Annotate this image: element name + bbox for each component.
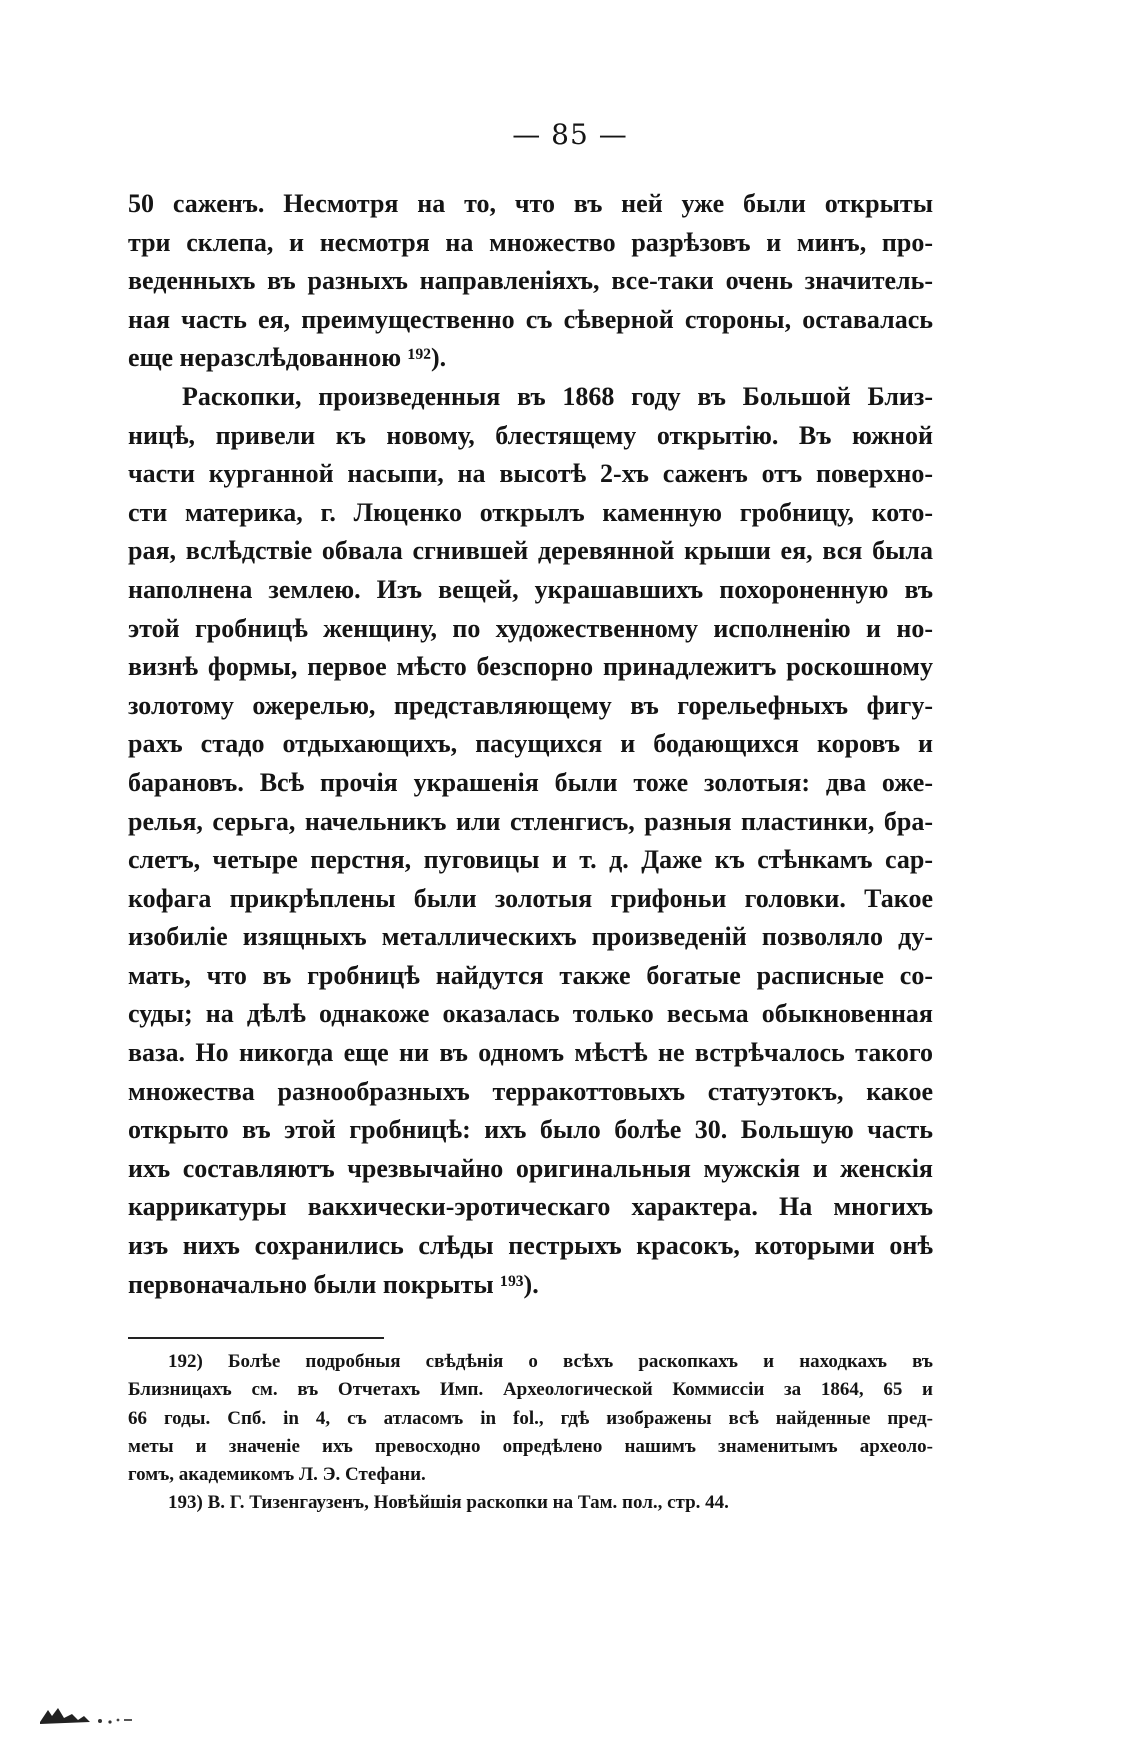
body-line: ницѣ, привели къ новому, блестящему открытію. Въ южной <box>128 420 933 450</box>
body-line: ихъ составляютъ чрезвычайно оригинальныя мужскія и женскія <box>128 1153 933 1183</box>
body-line: еще неразслѣдованною ¹⁹²). <box>128 343 447 373</box>
body-line: открыто въ этой гробницѣ: ихъ было болѣе 30. Большую часть <box>128 1115 933 1145</box>
body-line: части курганной насыпи, на высотѣ 2-хъ саженъ отъ поверхно- <box>128 459 933 489</box>
body-line: этой гробницѣ женщину, по художественному исполненію и но- <box>128 613 933 643</box>
footnote-line: меты и значеніе ихъ превосходно опредѣлено нашимъ знаменитымъ археоло- <box>128 1435 933 1457</box>
body-line: 50 саженъ. Несмотря на то, что въ ней уже были открыты <box>128 189 933 218</box>
body-line: слетъ, четыре перстня, пуговицы и т. д. Даже къ стѣнкамъ сар- <box>128 845 933 875</box>
body-text <box>128 185 933 1304</box>
footnote-line: Близницахъ см. въ Отчетахъ Имп. Археологической Коммиссіи за 1864, 65 и <box>128 1379 933 1401</box>
footnote-line: 193) В. Г. Тизенгаузенъ, Новѣйшія раскопки на Там. пол., стр. 44. <box>168 1492 729 1514</box>
body-line: релья, серьга, начельникъ или стленгисъ, разныя пластинки, бра- <box>128 806 933 836</box>
body-line: наполнена землею. Изъ вещей, украшавшихъ похороненную въ <box>128 574 933 604</box>
body-line: изъ нихъ сохранились слѣды пестрыхъ красокъ, которыми онѣ <box>128 1231 933 1261</box>
body-line: первоначально были покрыты ¹⁹³). <box>128 1269 539 1299</box>
body-line: золотому ожерелью, представляющему въ горельефныхъ фигу- <box>128 690 933 720</box>
body-line: суды; на дѣлѣ однакоже оказалась только весьма обыкновенная <box>128 999 933 1029</box>
body-line: ная часть ея, преимущественно съ сѣверной стороны, оставалась <box>128 304 933 334</box>
body-line: рахъ стадо отдыхающихъ, пасущихся и бодающихся коровъ и <box>128 729 933 759</box>
body-line: кофага прикрѣплены были золотыя грифоньи головки. Такое <box>128 883 933 913</box>
body-line: Раскопки, произведенныя въ 1868 году въ Большой Близ- <box>182 381 933 411</box>
footnote-divider <box>128 1337 384 1339</box>
body-line: множества разнообразныхъ терракоттовыхъ статуэтокъ, какое <box>128 1076 933 1106</box>
body-line: сти материка, г. Люценко открылъ каменную гробницу, кото- <box>128 497 933 527</box>
footnote-line: 66 годы. Спб. in 4, съ атласомъ in fol., гдѣ изображены всѣ найденные пред- <box>128 1407 933 1429</box>
footnotes <box>128 1348 933 1518</box>
footnote-line: 192) Болѣе подробныя свѣдѣнія о всѣхъ раскопкахъ и находкахъ въ <box>168 1351 933 1372</box>
footnote-line: гомъ, академикомъ Л. Э. Стефани. <box>128 1464 426 1486</box>
body-line: ваза. Но никогда еще ни въ одномъ мѣстѣ не встрѣчалось такого <box>128 1038 933 1068</box>
body-line: барановъ. Всѣ прочія украшенія были тоже золотыя: два оже- <box>128 767 933 797</box>
body-line: веденныхъ въ разныхъ направленіяхъ, все-таки очень значитель- <box>128 266 933 296</box>
page-number: — 85 — <box>512 118 628 151</box>
body-line: изобиліе изящныхъ металлическихъ произведеній позволяло ду- <box>128 922 933 952</box>
body-line: рая, вслѣдствіе обвала сгнившей деревянной крыши ея, вся была <box>128 536 933 566</box>
scan-artifact <box>38 1702 138 1726</box>
body-line: мать, что въ гробницѣ найдутся также богатые расписные со- <box>128 960 933 990</box>
body-line: визнѣ формы, первое мѣсто безспорно принадлежитъ роскошному <box>128 652 933 682</box>
body-line: три склепа, и несмотря на множество разрѣзовъ и минъ, про- <box>128 227 933 257</box>
body-line: каррикатуры вакхически-эротическаго характера. На многихъ <box>128 1192 933 1222</box>
